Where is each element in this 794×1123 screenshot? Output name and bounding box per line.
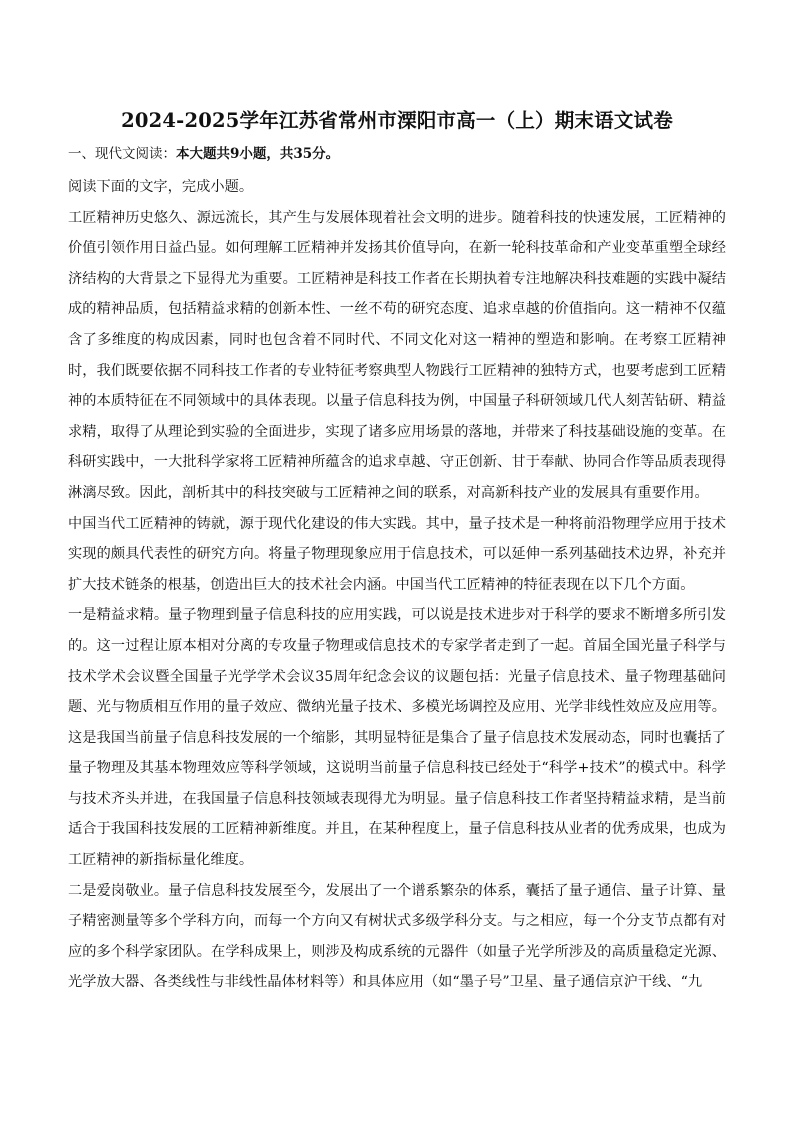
body-paragraph: 一是精益求精。量子物理到量子信息科技的应用实践，可以说是技术进步对于科学的要求不断增多所引发的。这一过程让原本相对分离的专攻量子物理或信息技术的专家学者走到了一起。首届全国光量子科学与技术学术会议暨全国量子光学学术会议35周年纪念会议的议题包括：光量子信息技术、量子物理基础问题、光与物质相互作用的量子效应、微纳光量子技术、多模光场调控及应用、光学非线性效应及应用等。这是我国当前量子信息科技发展的一个缩影，其明显特征是集合了量子信息技术发展动态，同时也囊括了量子物理及其基本物理效应等科学领域，这说明当前量子信息科技已经处于“科学+技术”的模式中。科学与技术齐头并进，在我国量子信息科技领域表现得尤为明显。量子信息科技工作者坚持精益求精，是当前适合于我国科技发展的工匠精神新维度。并且，在某种程度上，量子信息科技从业者的优秀成果，也成为工匠精神的新指标量化维度。 (68, 607, 726, 869)
section-number: 一、现代文阅读： (68, 146, 176, 162)
page-title: 2024-2025学年江苏省常州市溧阳市高一（上）期末语文试卷 (121, 109, 673, 132)
body-paragraph: 中国当代工匠精神的铸就，源于现代化建设的伟大实践。其中，量子技术是一种将前沿物理学应用于技术实现的颇具代表性的研究方向。将量子物理现象应用于信息技术，可以延伸一系列基础技术边界，补充并扩大技术链条的根基，创造出巨大的技术社会内涵。中国当代工匠精神的特征表现在以下几个方面。 (68, 515, 726, 593)
section-description: 本大题共9小题，共35分。 (176, 146, 340, 162)
instruction-paragraph: 阅读下面的文字，完成小题。 (68, 179, 254, 195)
exam-page (68, 96, 726, 998)
body-paragraph: 工匠精神历史悠久、源远流长，其产生与发展体现着社会文明的进步。随着科技的快速发展，工匠精神的价值引领作用日益凸显。如何理解工匠精神并发扬其价值导向，在新一轮科技革命和产业变革重塑全球经济结构的大背景之下显得尤为重要。工匠精神是科技工作者在长期执着专注地解决科技难题的实践中凝结成的精神品质，包括精益求精的创新本性、一丝不苟的研究态度、追求卓越的价值指向。这一精神不仅蕴含了多维度的构成因素，同时也包含着不同时代、不同文化对这一精神的塑造和影响。在考察工匠精神时，我们既要依据不同科技工作者的专业特征考察典型人物践行工匠精神的独特方式，也要考虑到工匠精神的本质特征在不同领域中的具体表现。以量子信息科技为例，中国量子科研领域几代人刻苦钻研、精益求精，取得了从理论到实验的全面进步，实现了诸多应用场景的落地，并带来了科技基础设施的变革。在科研实践中，一大批科学家将工匠精神所蕴含的追求卓越、守正创新、甘于奉献、协同合作等品质表现得淋漓尽致。因此，剖析其中的科技突破与工匠精神之间的联系，对高新科技产业的发展具有重要作用。 (68, 209, 726, 501)
section-heading (68, 142, 726, 166)
body-paragraph: 二是爱岗敬业。量子信息科技发展至今，发展出了一个谱系繁杂的体系，囊括了量子通信、量子计算、量子精密测量等多个学科方向，而每一个方向又有树状式多级学科分支。与之相应，每一个分支节点都有对应的多个科学家团队。在学科成果上，则涉及构成系统的元器件（如量子光学所涉及的高质量稳定光源、光学放大器、各类线性与非线性晶体材料等）和具体应用（如“墨子号”卫星、量子通信京沪干线、“九 (68, 882, 726, 991)
